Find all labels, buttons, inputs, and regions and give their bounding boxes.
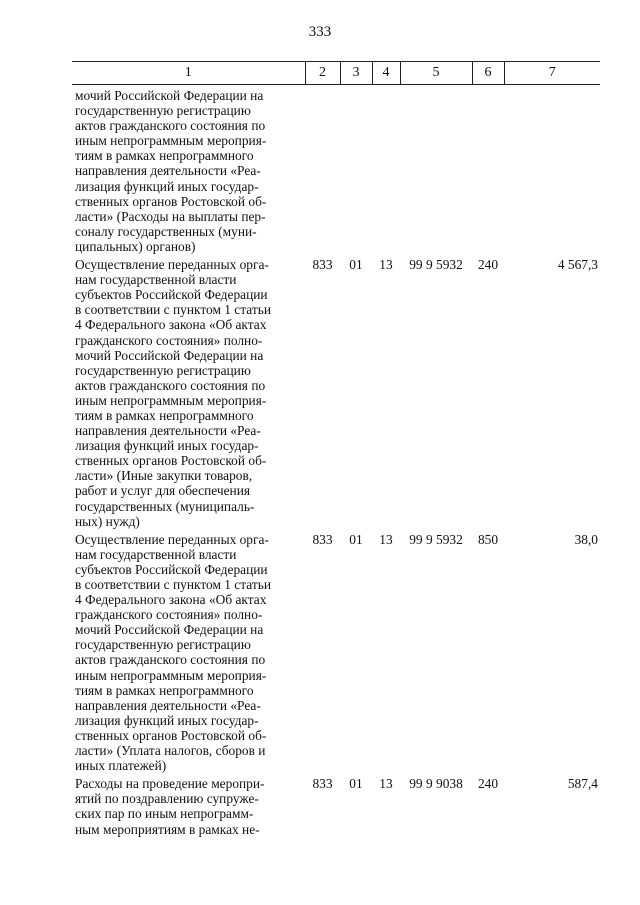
description-line: тиям в рамках непрограммного	[75, 148, 254, 164]
description-line: нам государственной власти	[75, 272, 237, 288]
row-description	[72, 529, 305, 774]
header-col-2: 2	[305, 62, 340, 85]
description-line: иным непрограммным мероприя-	[75, 667, 267, 683]
description-line: ласти» (Уплата налогов, сборов и	[75, 743, 266, 759]
description-line: ципальных) органов)	[75, 238, 196, 254]
description-line: лизация функций иных государ-	[75, 438, 259, 454]
description-line: 4 Федерального закона «Об актах	[75, 317, 267, 333]
description-line: лизация функций иных государ-	[75, 712, 259, 728]
row-ved: 833	[312, 776, 333, 792]
description-line: Осуществление переданных орга-	[75, 257, 269, 273]
description-line: государственную регистрацию	[75, 362, 251, 378]
description-line: государственную регистрацию	[75, 637, 251, 653]
row-pr: 13	[379, 257, 393, 273]
description-line: иным непрограммным мероприя-	[75, 392, 267, 408]
description-line: мочий Российской Федерации на	[75, 622, 264, 638]
description-line: тиям в рамках непрограммного	[75, 407, 254, 423]
budget-table	[72, 61, 600, 837]
row-description	[72, 254, 305, 529]
row-rz: 01	[349, 531, 363, 547]
description-line: субъектов Российской Федерации	[75, 561, 268, 577]
description-line: ным мероприятиям в рамках не-	[75, 821, 260, 837]
description-line: субъектов Российской Федерации	[75, 287, 268, 303]
row-ved	[305, 85, 340, 255]
description-line: ственных органов Ростовской об-	[75, 453, 267, 469]
row-amount: 4 567,3	[557, 257, 598, 273]
table-row	[72, 254, 600, 529]
description-line: Осуществление переданных орга-	[75, 531, 269, 547]
row-description	[72, 85, 305, 255]
header-col-4: 4	[372, 62, 400, 85]
row-pr: 13	[379, 776, 393, 792]
row-rz: 01	[349, 257, 363, 273]
description-line: гражданского состояния» полно-	[75, 332, 263, 348]
description-line: государственную регистрацию	[75, 103, 251, 119]
description-line: работ и услуг для обеспечения	[75, 483, 251, 499]
row-vr	[472, 85, 504, 255]
description-line: 4 Федерального закона «Об актах	[75, 592, 267, 608]
header-col-3: 3	[340, 62, 372, 85]
description-line: ных) нужд)	[75, 513, 140, 529]
description-line: Расходы на проведение меропри-	[75, 776, 265, 792]
row-amount: 38,0	[574, 531, 598, 547]
description-line: в соответствии с пунктом 1 статьи	[75, 577, 271, 592]
row-rz: 01	[349, 776, 363, 792]
header-col-1: 1	[72, 62, 305, 85]
row-csr: 99 9 9038	[409, 776, 463, 792]
row-rz	[340, 85, 372, 255]
description-line: иным непрограммным мероприя-	[75, 133, 267, 149]
row-csr	[400, 85, 472, 255]
description-line: иных платежей)	[75, 758, 167, 774]
description-line: лизация функций иных государ-	[75, 178, 259, 194]
description-line: направления деятельности «Реа-	[75, 163, 261, 179]
row-vr: 850	[477, 531, 499, 547]
description-line: ласти» (Расходы на выплаты пер-	[75, 208, 266, 224]
header-row	[72, 62, 600, 85]
header-col-5: 5	[400, 62, 472, 85]
header-col-6: 6	[472, 62, 504, 85]
description-line: государственных (муниципаль-	[75, 498, 255, 514]
row-vr: 240	[477, 257, 499, 273]
description-line: ственных органов Ростовской об-	[75, 193, 267, 209]
description-line: мочий Российской Федерации на	[75, 88, 264, 103]
description-line: актов гражданского состояния по	[75, 652, 266, 668]
description-line: направления деятельности «Реа-	[75, 423, 261, 439]
description-line: гражданского состояния» полно-	[75, 607, 263, 623]
table-row	[72, 773, 600, 836]
row-description	[72, 773, 305, 836]
row-ved: 833	[312, 531, 333, 547]
description-line: ласти» (Иные закупки товаров,	[75, 468, 253, 484]
table-row	[72, 85, 600, 255]
description-line: направления деятельности «Реа-	[75, 697, 261, 713]
header-col-7: 7	[504, 62, 600, 85]
row-pr: 13	[379, 531, 393, 547]
description-line: нам государственной власти	[75, 546, 237, 562]
description-line: ятий по поздравлению супруже-	[75, 791, 259, 807]
description-line: в соответствии с пунктом 1 статьи	[75, 302, 271, 318]
description-line: мочий Российской Федерации на	[75, 347, 264, 363]
row-vr: 240	[477, 776, 499, 792]
description-line: ских пар по иным непрограмм-	[75, 806, 254, 822]
table-row	[72, 529, 600, 774]
row-ved: 833	[312, 257, 333, 273]
row-pr	[372, 85, 400, 255]
row-amount	[504, 85, 600, 255]
row-csr: 99 9 5932	[409, 257, 463, 273]
row-amount: 587,4	[567, 776, 598, 792]
description-line: актов гражданского состояния по	[75, 118, 266, 134]
description-line: тиям в рамках непрограммного	[75, 682, 254, 698]
row-csr: 99 9 5932	[409, 531, 463, 547]
page-number: 333	[308, 24, 332, 40]
description-line: соналу государственных (муни-	[75, 223, 257, 239]
description-line: ственных органов Ростовской об-	[75, 727, 267, 743]
description-line: актов гражданского состояния по	[75, 377, 266, 393]
